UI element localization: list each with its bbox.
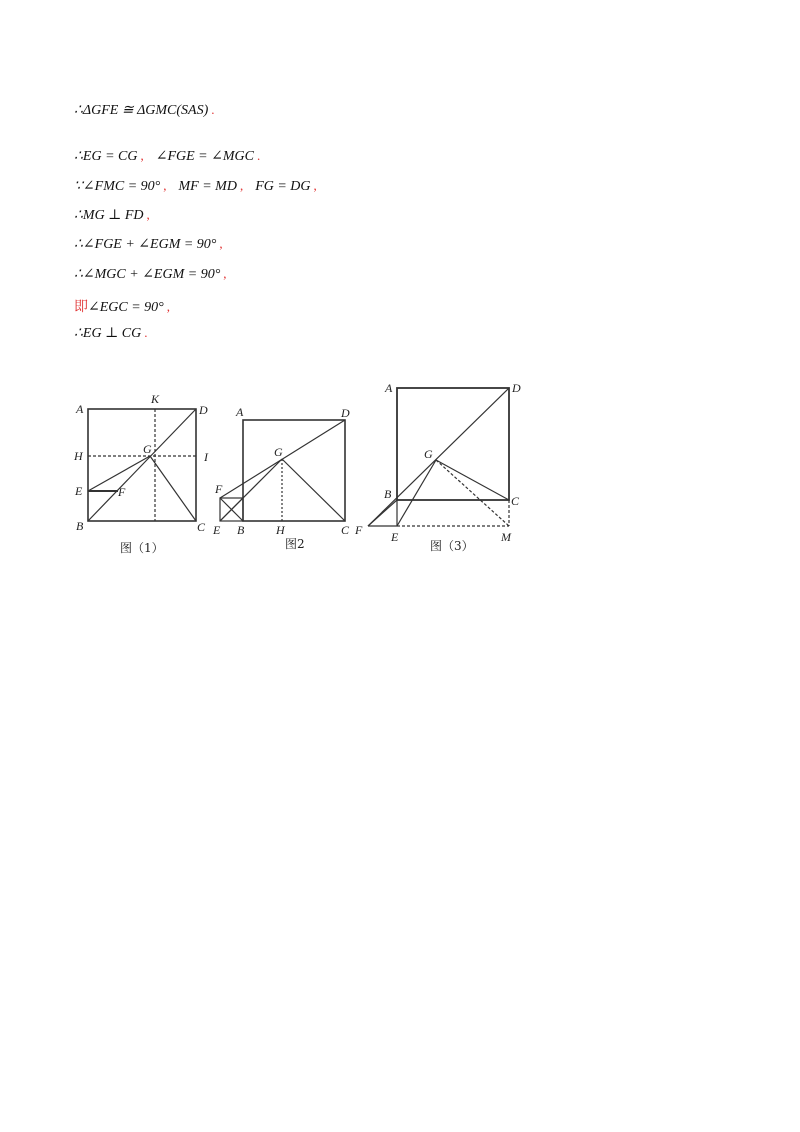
proof-punct: .	[144, 325, 148, 340]
proof-line-3: ∵∠FMC = 90° , MF = MD , FG = DG ,	[74, 178, 317, 194]
proof-punct: ,	[166, 299, 171, 314]
proof-expression: ∴∠FGE + ∠EGM = 90°	[74, 237, 217, 252]
proof-expression: ∠EGC = 90°	[88, 300, 164, 315]
proof-punct: ,	[219, 236, 223, 251]
proof-punct: .	[256, 148, 261, 163]
fig3-dashed-gm	[436, 460, 509, 526]
fig3-line-fd	[368, 388, 509, 526]
proof-expression: ∴EG ⊥ CG	[74, 326, 142, 341]
fig3-segment-fb	[368, 500, 397, 526]
proof-punct: ,	[146, 207, 150, 222]
fig1-label-d: D	[199, 403, 208, 417]
fig1-label-i: I	[204, 450, 208, 464]
fig3-label-a: A	[385, 381, 393, 395]
proof-expression: ∴∠MGC + ∠EGM = 90°	[74, 267, 221, 282]
fig1-caption: 图（1）	[120, 541, 164, 555]
fig2-segment-gc	[282, 459, 345, 521]
fig3-label-d: D	[512, 381, 521, 395]
fig1-label-a: A	[76, 402, 84, 416]
fig2-label-f: F	[215, 482, 223, 496]
fig2-segment-eg	[220, 459, 282, 521]
fig1-label-k: K	[151, 392, 160, 406]
figure-1	[88, 409, 196, 521]
fig2-label-h: H	[276, 523, 285, 537]
fig2-label-c: C	[341, 523, 350, 537]
proof-expression: ∴EG = CG	[74, 149, 138, 164]
fig3-segment-eg	[397, 460, 436, 526]
fig3-label-b: B	[384, 487, 392, 501]
fig3-label-m: M	[501, 530, 511, 544]
fig3-label-f: F	[355, 523, 363, 537]
fig3-caption: 图（3）	[430, 539, 474, 553]
fig1-label-e: E	[75, 484, 83, 498]
fig1-diagonal-bd	[88, 409, 196, 521]
fig1-label-h: H	[74, 449, 83, 463]
fig1-label-g: G	[143, 442, 152, 456]
fig3-label-g: G	[424, 447, 433, 461]
figure-3	[368, 388, 509, 526]
proof-line-2: ∴EG = CG , ∠FGE = ∠MGC .	[74, 148, 261, 164]
fig2-label-a: A	[236, 405, 244, 419]
fig2-caption: 图2	[285, 537, 305, 551]
proof-expression: ∠FGE = ∠MGC	[155, 149, 254, 164]
proof-expression: ∴MG ⊥ FD	[74, 208, 144, 223]
fig1-label-c: C	[197, 520, 206, 534]
fig1-label-f: F	[118, 485, 126, 499]
fig3-segment-gc	[436, 460, 509, 500]
figure-2	[220, 420, 345, 521]
proof-expression: ∴ΔGFE ≅ ΔGMC(SAS)	[74, 103, 209, 118]
proof-lead-word: 即	[74, 300, 88, 315]
fig2-label-e: E	[213, 523, 221, 537]
fig3-label-c: C	[511, 494, 520, 508]
proof-punct: ,	[223, 266, 227, 281]
fig3-label-e: E	[391, 530, 399, 544]
fig2-label-g: G	[274, 445, 283, 459]
fig2-label-d: D	[341, 406, 350, 420]
proof-expression: MF = MD	[178, 179, 237, 194]
fig2-label-b: B	[237, 523, 245, 537]
fig1-label-b: B	[76, 519, 84, 533]
fig1-segment-gc	[150, 456, 196, 521]
proof-expression: FG = DG	[255, 179, 311, 194]
proof-punct: ,	[313, 178, 317, 193]
proof-punct: .	[211, 102, 215, 117]
proof-expression: ∵∠FMC = 90°	[74, 179, 161, 194]
